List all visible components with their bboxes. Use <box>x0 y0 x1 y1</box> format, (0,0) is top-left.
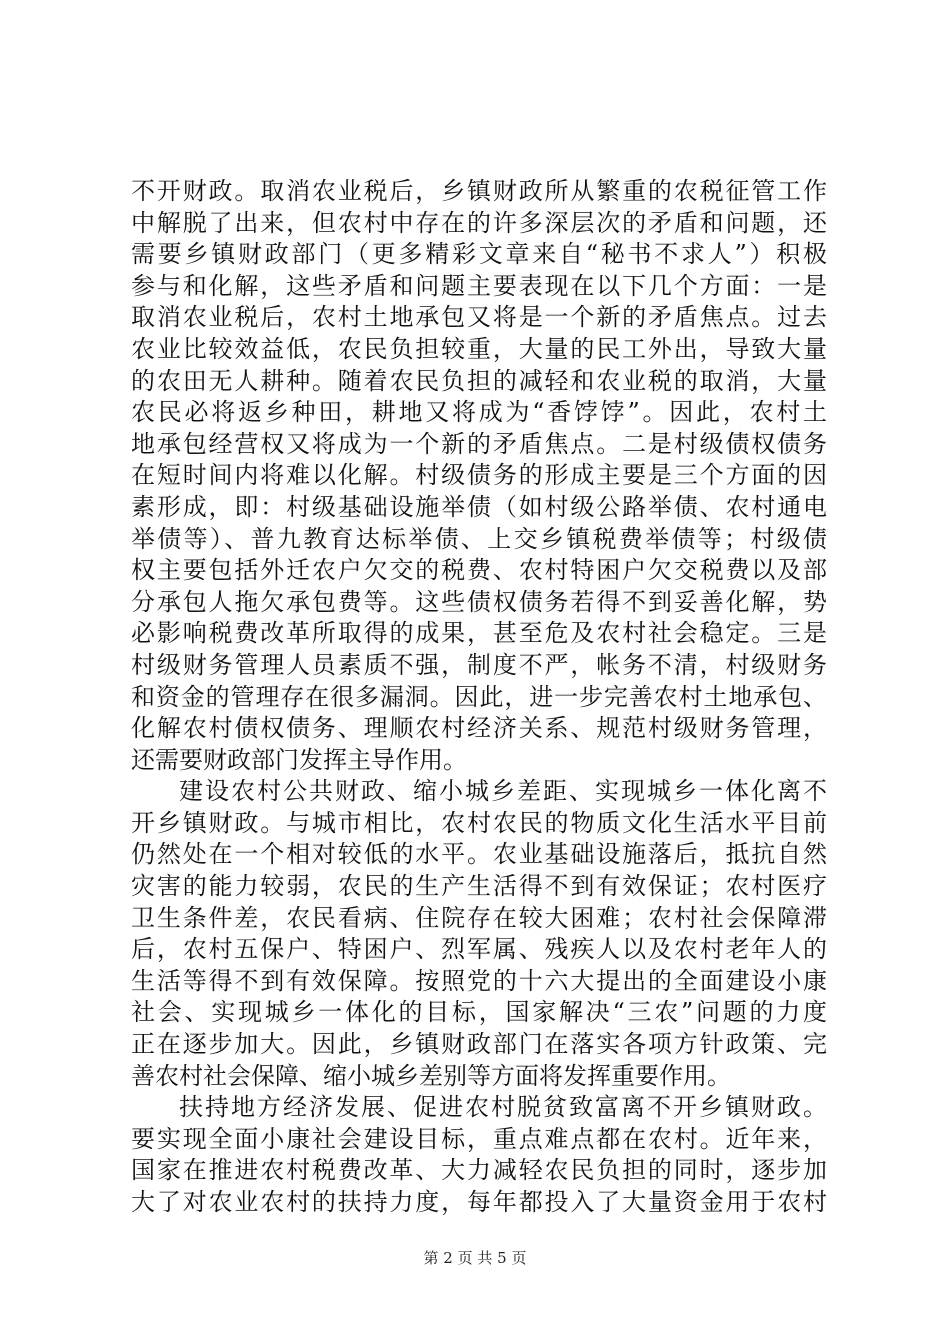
text-line: 权主要包括外迁农户欠交的税费、农村特困户欠交税费以及部 <box>131 556 827 585</box>
page-footer: 第 2 页 共 5 页 <box>423 1249 527 1267</box>
text-line: 大了对农业农村的扶持力度，每年都投入了大量资金用于农村 <box>131 1188 827 1216</box>
text-line: 中解脱了出来，但农村中存在的许多深层次的矛盾和问题，还 <box>131 208 827 237</box>
text-line: 国家在推进农村税费改革、大力减轻农民负担的同时，逐步加 <box>131 1156 827 1185</box>
text-line: 建设农村公共财政、缩小城乡差距、实现城乡一体化离不 <box>179 777 827 806</box>
text-line: 开乡镇财政。与城市相比，农村农民的物质文化生活水平目前 <box>131 808 827 837</box>
text-line: 取消农业税后，农村土地承包又将是一个新的矛盾焦点。过去 <box>131 303 827 332</box>
text-line: 卫生条件差，农民看病、住院存在较大困难；农村社会保障滞 <box>131 903 827 932</box>
text-line: 灾害的能力较弱，农民的生产生活得不到有效保证；农村医疗 <box>131 872 827 901</box>
text-line: 素形成，即：村级基础设施举债（如村级公路举债、农村通电 <box>131 492 827 521</box>
text-line: 和资金的管理存在很多漏洞。因此，进一步完善农村土地承包、 <box>131 682 827 711</box>
text-line: 必影响税费改革所取得的成果，甚至危及农村社会稳定。三是 <box>131 619 827 648</box>
text-line: 农业比较效益低，农民负担较重，大量的民工外出，导致大量 <box>131 334 827 363</box>
text-line: 地承包经营权又将成为一个新的矛盾焦点。二是村级债权债务 <box>131 429 827 458</box>
text-line: 生活等得不到有效保障。按照党的十六大提出的全面建设小康 <box>131 966 827 995</box>
text-line: 不开财政。取消农业税后，乡镇财政所从繁重的农税征管工作 <box>131 177 827 205</box>
text-line: 要实现全面小康社会建设目标，重点难点都在农村。近年来， <box>131 1124 827 1153</box>
text-line: 分承包人拖欠承包费等。这些债权债务若得不到妥善化解，势 <box>131 587 827 616</box>
text-line: 后，农村五保户、特困户、烈军属、残疾人以及农村老年人的 <box>131 935 827 964</box>
text-line: 农民必将返乡种田，耕地又将成为“香饽饽”。因此，农村土 <box>131 398 827 427</box>
text-line: 举债等）、普九教育达标举债、上交乡镇税费举债等；村级债 <box>131 524 827 553</box>
text-line: 在短时间内将难以化解。村级债务的形成主要是三个方面的因 <box>131 461 827 490</box>
document-body <box>131 176 827 1219</box>
text-line: 的农田无人耕种。随着农民负担的减轻和农业税的取消，大量 <box>131 366 827 395</box>
text-line: 参与和化解，这些矛盾和问题主要表现在以下几个方面：一是 <box>131 271 827 300</box>
text-line: 正在逐步加大。因此，乡镇财政部门在落实各项方针政策、完 <box>131 1030 827 1059</box>
text-line: 仍然处在一个相对较低的水平。农业基础设施落后，抵抗自然 <box>131 840 827 869</box>
text-line: 化解农村债权债务、理顺农村经济关系、规范村级财务管理， <box>131 714 827 743</box>
text-line: 还需要财政部门发挥主导作用。 <box>131 745 467 774</box>
text-line: 村级财务管理人员素质不强，制度不严，帐务不清，村级财务 <box>131 650 827 679</box>
text-line: 需要乡镇财政部门（更多精彩文章来自“秘书不求人”）积极 <box>131 240 827 269</box>
text-line: 善农村社会保障、缩小城乡差别等方面将发挥重要作用。 <box>131 1061 731 1090</box>
text-line: 社会、实现城乡一体化的目标，国家解决“三农”问题的力度 <box>131 998 827 1027</box>
text-line: 扶持地方经济发展、促进农村脱贫致富离不开乡镇财政。 <box>179 1093 827 1122</box>
